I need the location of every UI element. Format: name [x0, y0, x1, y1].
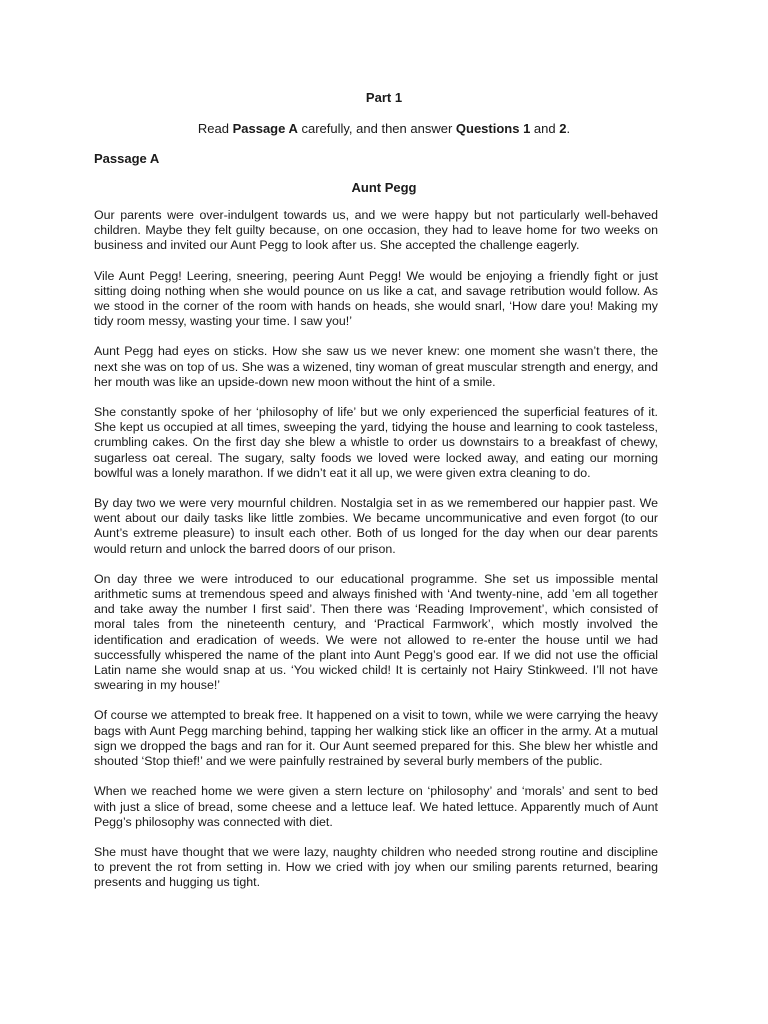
instruction-line — [0, 121, 768, 136]
paragraph: When we reached home we were given a stern lecture on ‘philosophy’ and ‘morals’ and sent to bed with just a slice of bread, some cheese and a lettuce leaf. We hated lettuce. Apparently much of Aunt Pegg’s philosophy was connected with diet. — [94, 784, 658, 829]
instruction-text: . — [566, 121, 571, 136]
paragraph: On day three we were introduced to our educational programme. She set us impossible mental arithmetic sums at tremendous speed and always finished with ‘And twenty-nine, add ’em all together and take away the number I first said’. Then there was ‘Reading Improvement’, which consisted of moral tales from the nineteenth century, and ‘Practical Farmwork’, which mostly involved the identification and eradication of weeds. We were not allowed to re-enter the house until we had successfully whispered the name of the plant into Aunt Pegg’s good ear. If we did not use the official Latin name she would snap at us. ‘You wicked child! It is certainly not Hairy Stinkweed. I’ll not have swearing in my house!’ — [94, 571, 658, 693]
instruction-passage: Passage A — [232, 121, 298, 136]
paragraph: Of course we attempted to break free. It happened on a visit to town, while we were carrying the heavy bags with Aunt Pegg marching behind, tapping her walking stick like an officer in the army. At a mutual sign we dropped the bags and ran for it. Our Aunt seemed prepared for this. She blew her whistle and shouted ‘Stop thief!’ and we were painfully restrained by several burly members of the public. — [94, 708, 658, 769]
paragraph: Vile Aunt Pegg! Leering, sneering, peering Aunt Pegg! We would be enjoying a friendly fight or just sitting doing nothing when she would pounce on us like a cat, and savage retribution would follow. As we stood in the corner of the room with hands on heads, she would snarl, ‘How dare you! Making my tidy room messy, wasting your time. I saw you!’ — [94, 268, 658, 329]
paragraph: She constantly spoke of her ‘philosophy of life’ but we only experienced the superficial features of it. She kept us occupied at all times, sweeping the yard, tidying the house and learning to cook tasteless, crumbling cakes. On the first day she blew a whistle to order us downstairs to a breakfast of chewy, sugarless oat cereal. The sugary, salty foods we loved were locked away, and eating our morning bowlful was a lonely marathon. If we didn’t eat it all up, we were given extra cleaning to do. — [94, 405, 658, 480]
instruction-text: Read — [197, 121, 233, 136]
passage-body — [94, 208, 658, 906]
part-title: Part 1 — [365, 90, 403, 105]
instruction-text: and — [530, 121, 560, 136]
paragraph: By day two we were very mournful children. Nostalgia set in as we remembered our happier past. We went about our daily tasks like little zombies. We became uncommunicative and even forgot (to our Aunt’s extreme pleasure) to insult each other. Both of us longed for the day when our dear parents would return and unlock the barred doors of our prison. — [94, 496, 658, 556]
instruction-text: carefully, and then answer — [297, 121, 456, 136]
paragraph: Our parents were over-indulgent towards us, and we were happy but not particularly well-behaved children. Maybe they felt guilty because, on one occasion, they had to leave home for two weeks on business and invited our Aunt Pegg to look after us. She accepted the challenge eagerly. — [94, 208, 658, 253]
instruction-questions: Questions 1 — [455, 121, 531, 136]
passage-label: Passage A — [94, 151, 160, 166]
paragraph: Aunt Pegg had eyes on sticks. How she saw us we never knew: one moment she wasn’t there, the next she was on top of us. She was a wizened, tiny woman of great muscular strength and energy, and her mouth was like an upside-down new moon without the hint of a smile. — [94, 344, 658, 389]
story-title: Aunt Pegg — [351, 180, 417, 195]
instruction-question-two: 2 — [559, 121, 567, 136]
paragraph: She must have thought that we were lazy, naughty children who needed strong routine and discipline to prevent the rot from setting in. How we cried with joy when our smiling parents returned, bearing presents and hugging us tight. — [94, 844, 658, 890]
